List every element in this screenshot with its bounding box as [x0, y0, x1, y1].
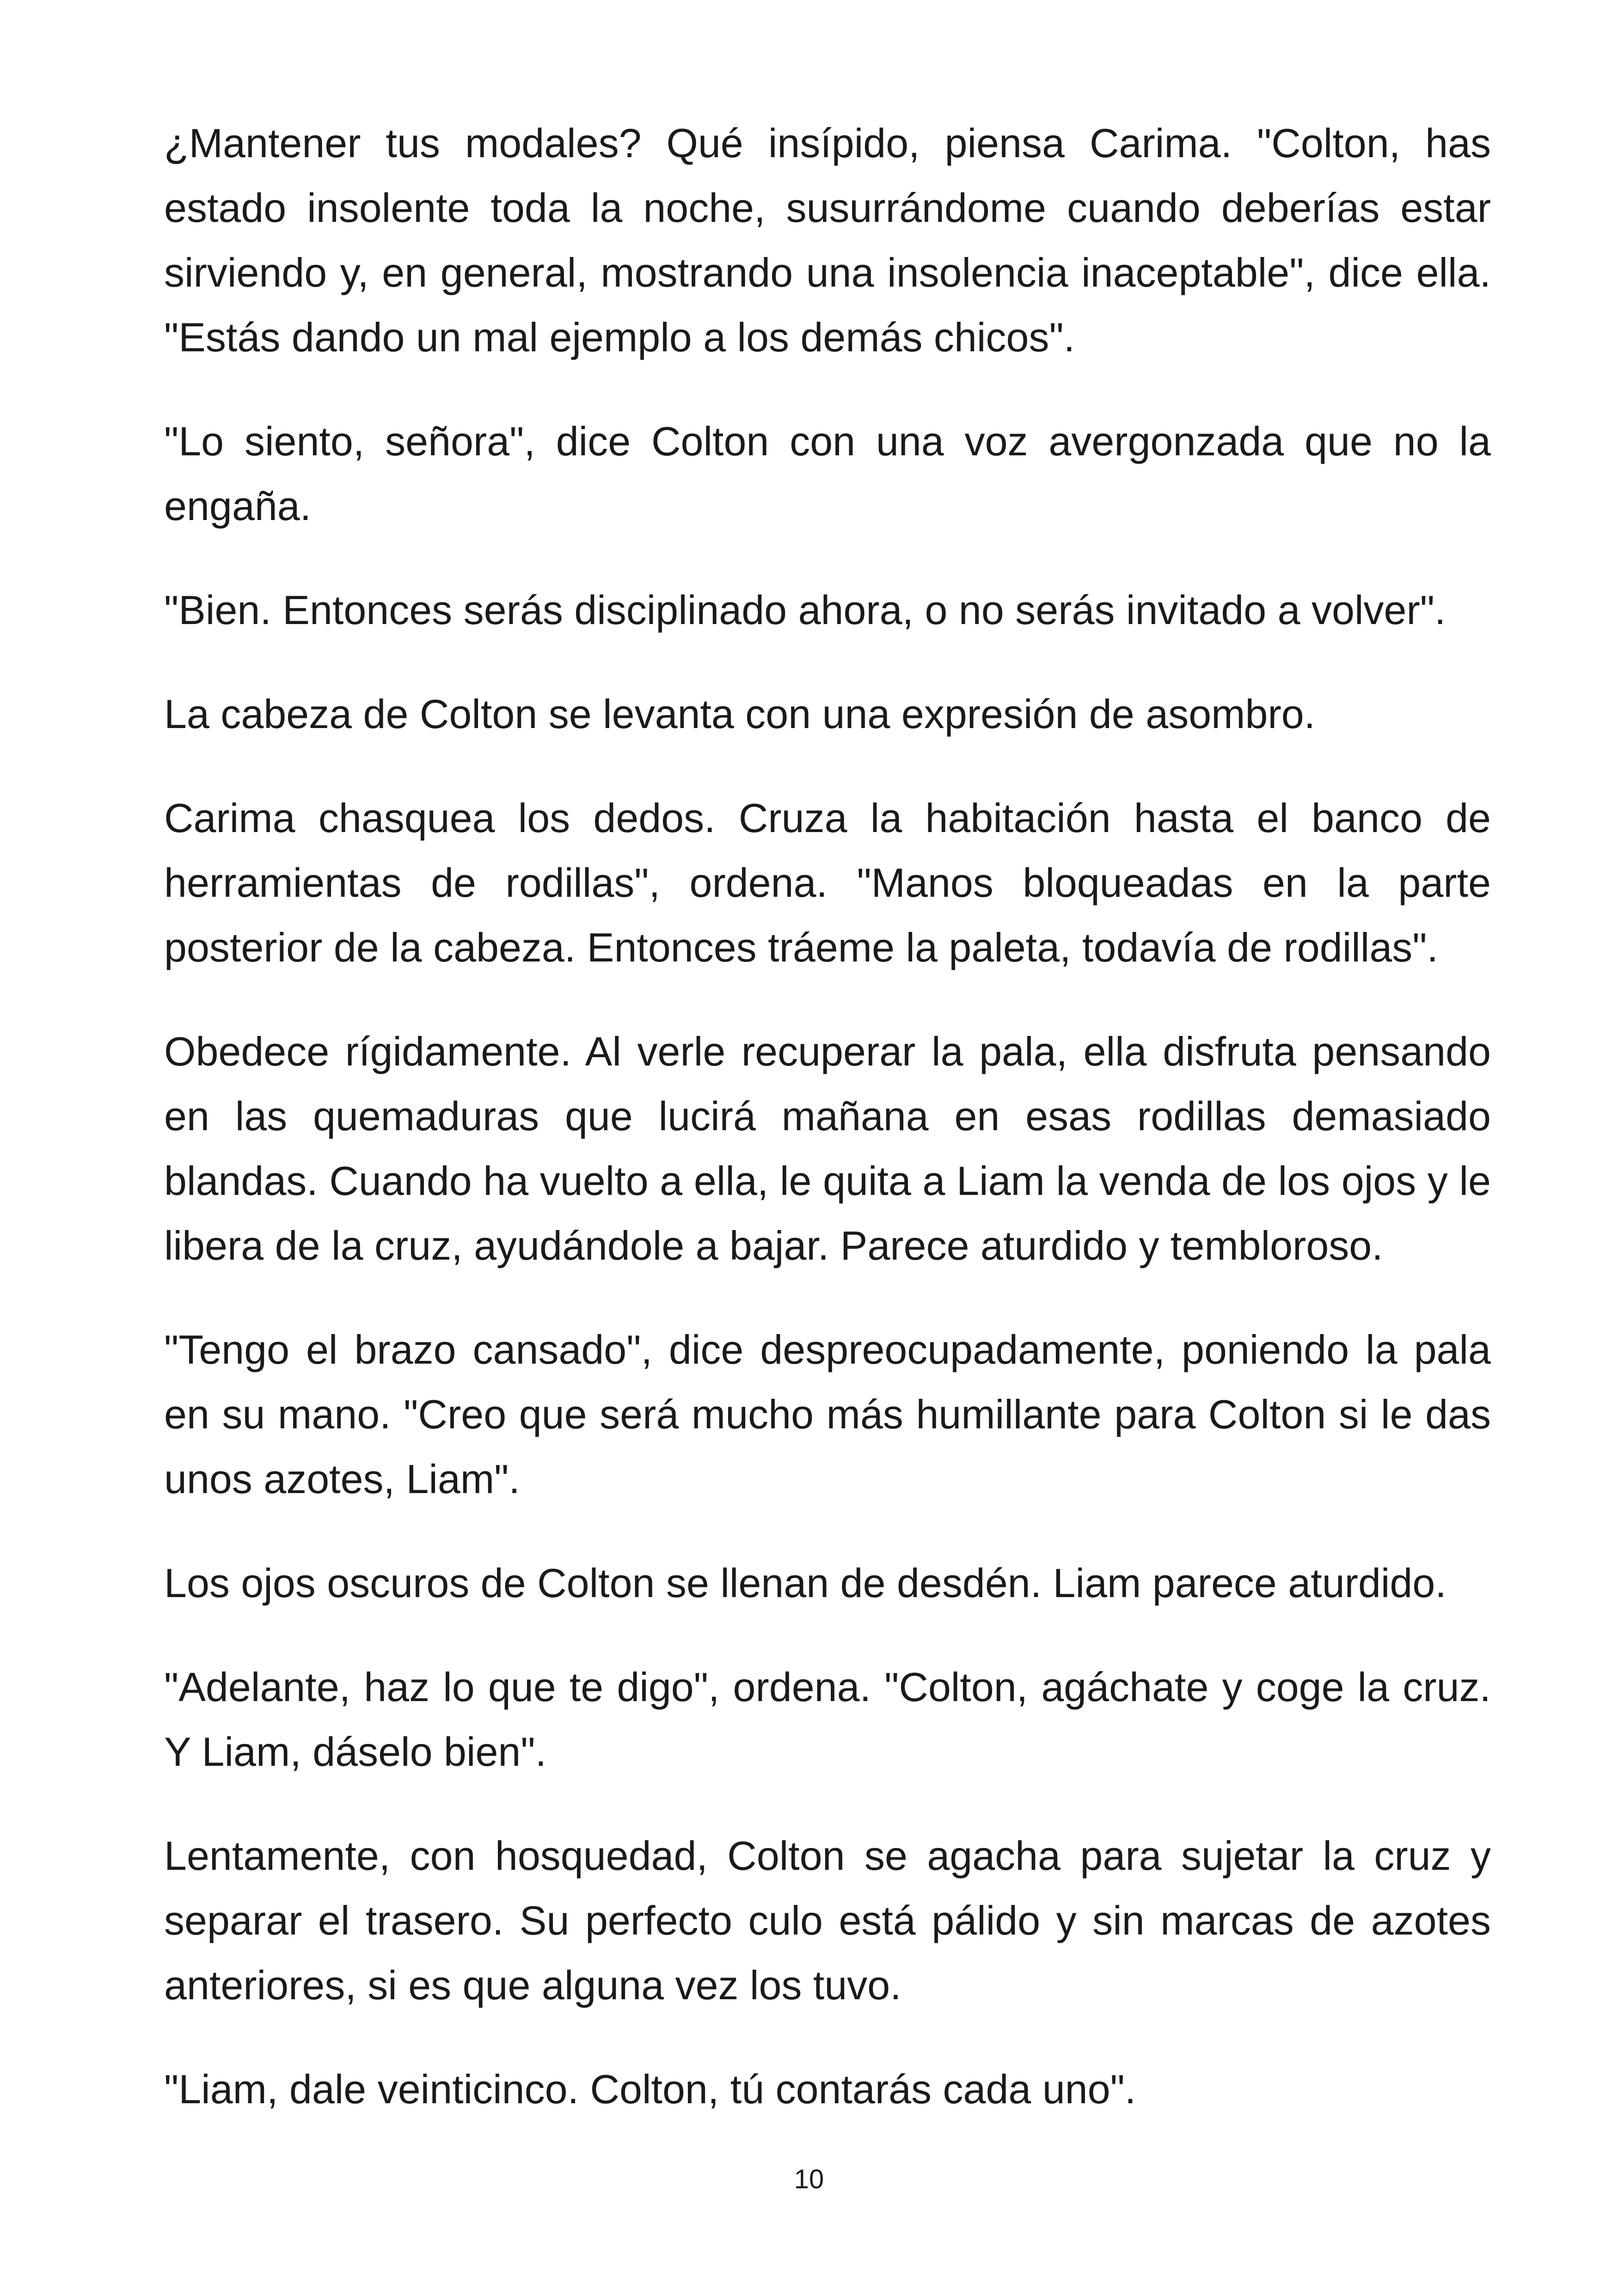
document-page-body: [164, 111, 1491, 2161]
paragraph: La cabeza de Colton se levanta con una expresión de asombro.: [164, 691, 1316, 737]
paragraph: Lentamente, con hosquedad, Colton se agacha para sujetar la cruz y separar el trasero. Su perfecto culo está pálido y sin marcas de azotes anteriores, si es que alguna vez los tuvo.: [164, 1833, 1491, 2008]
paragraph: "Tengo el brazo cansado", dice despreocupadamente, poniendo la pala en su mano. "Creo que será mucho más humillante para Colton si le das unos azotes, Liam".: [164, 1327, 1491, 1502]
page-number: 10: [794, 2164, 824, 2194]
paragraph: "Liam, dale veinticinco. Colton, tú contarás cada uno".: [164, 2066, 1136, 2112]
paragraph: ¿Mantener tus modales? Qué insípido, piensa Carima. "Colton, has estado insolente toda la noche, susurrándome cuando deberías estar sirviendo y, en general, mostrando una insolencia inaceptable", dice ella. "Estás dando un mal ejemplo a los demás chicos".: [164, 120, 1491, 360]
paragraph: Carima chasquea los dedos. Cruza la habitación hasta el banco de herramientas de rodillas", ordena. "Manos bloqueadas en la parte posterior de la cabeza. Entonces tráeme la paleta, todavía de rodillas".: [164, 795, 1491, 970]
paragraph: "Lo siento, señora", dice Colton con una voz avergonzada que no la engaña.: [164, 418, 1491, 529]
paragraph: "Bien. Entonces serás disciplinado ahora, o no serás invitado a volver".: [164, 587, 1446, 633]
paragraph: Obedece rígidamente. Al verle recuperar la pala, ella disfruta pensando en las quemaduras que lucirá mañana en esas rodillas demasiado blandas. Cuando ha vuelto a ella, le quita a Liam la venda de los ojos y le libera de la cruz, ayudándole a bajar. Parece aturdido y tembloroso.: [164, 1029, 1491, 1268]
paragraph: Los ojos oscuros de Colton se llenan de desdén. Liam parece aturdido.: [164, 1560, 1446, 1606]
paragraph: "Adelante, haz lo que te digo", ordena. "Colton, agáchate y coge la cruz. Y Liam, dáselo bien".: [164, 1664, 1491, 1775]
